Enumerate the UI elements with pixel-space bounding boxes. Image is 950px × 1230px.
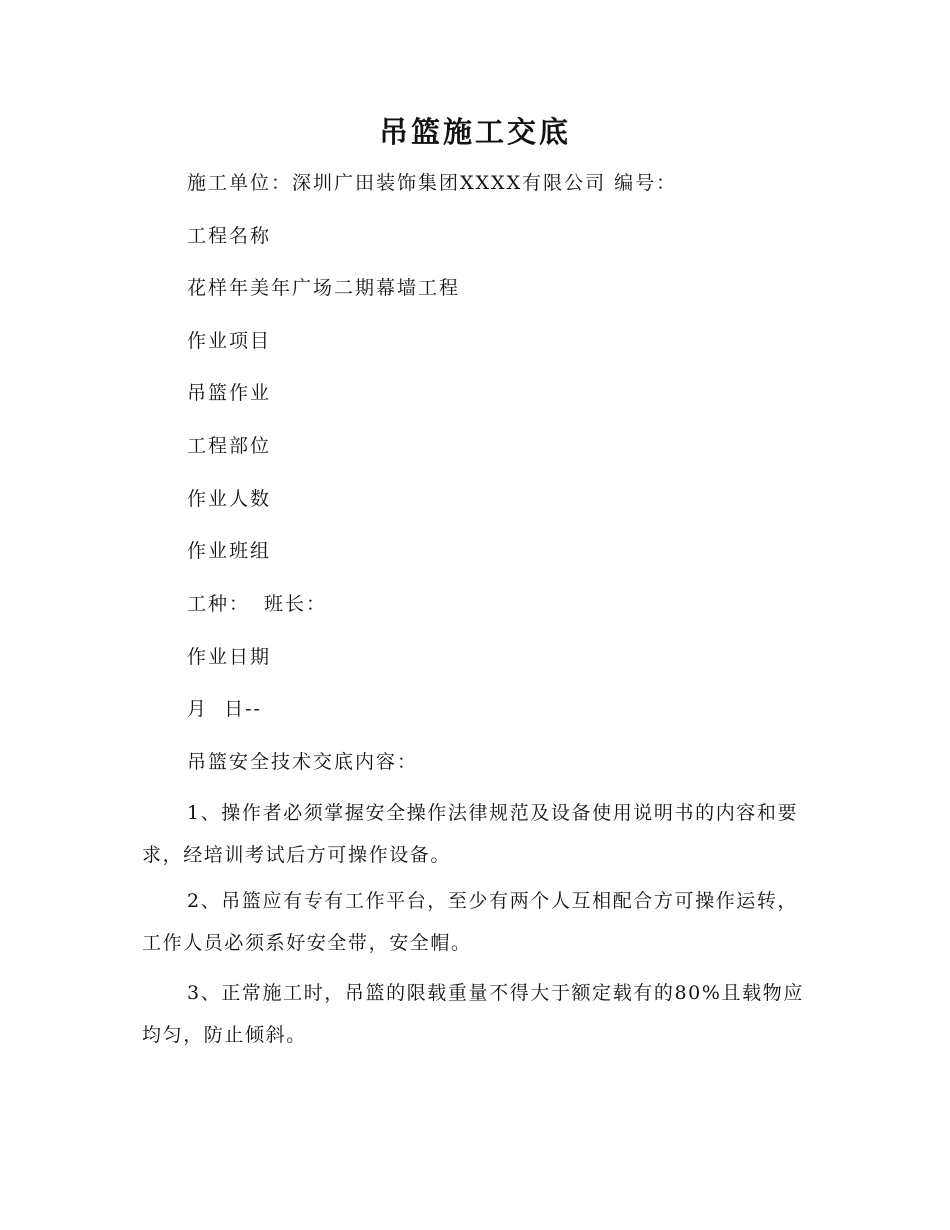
team-leader-label: 班长： <box>264 593 328 615</box>
trade-label: 工种： <box>187 593 251 615</box>
work-date-value: 月 日-- <box>187 698 262 720</box>
field-project-part-label: 工程部位 <box>187 435 272 457</box>
field-project-name-label: 工程名称 <box>187 225 272 247</box>
field-work-item-value: 吊篮作业 <box>187 382 272 404</box>
content-item-3: 3、正常施工时，吊篮的限载重量不得大于额定载有的80%且载物应均匀，防止倾斜。 <box>142 982 804 1046</box>
content-item-2: 2、吊篮应有专有工作平台，至少有两个人互相配合方可操作运转，工作人员必须系好安全带，安全帽。 <box>142 890 799 954</box>
field-work-item-label: 作业项目 <box>187 330 272 352</box>
content-heading: 吊篮安全技术交底内容： <box>187 751 419 773</box>
content-item-1: 1、操作者必须掌握安全操作法律规范及设备使用说明书的内容和要求，经培训考试后方可操作设备。 <box>142 802 799 866</box>
document-title: 吊篮施工交底 <box>378 115 571 149</box>
field-worker-count-label: 作业人数 <box>187 488 272 510</box>
worker-line <box>187 591 327 617</box>
construction-unit-text: 施工单位：深圳广田装饰集团XXXX有限公司 <box>187 172 607 194</box>
header-line <box>187 170 677 196</box>
field-work-team-label: 作业班组 <box>187 540 272 562</box>
number-label: 编号： <box>614 172 678 194</box>
work-date-label: 作业日期 <box>187 646 272 668</box>
field-project-name-value: 花样年美年广场二期幕墙工程 <box>187 277 461 299</box>
